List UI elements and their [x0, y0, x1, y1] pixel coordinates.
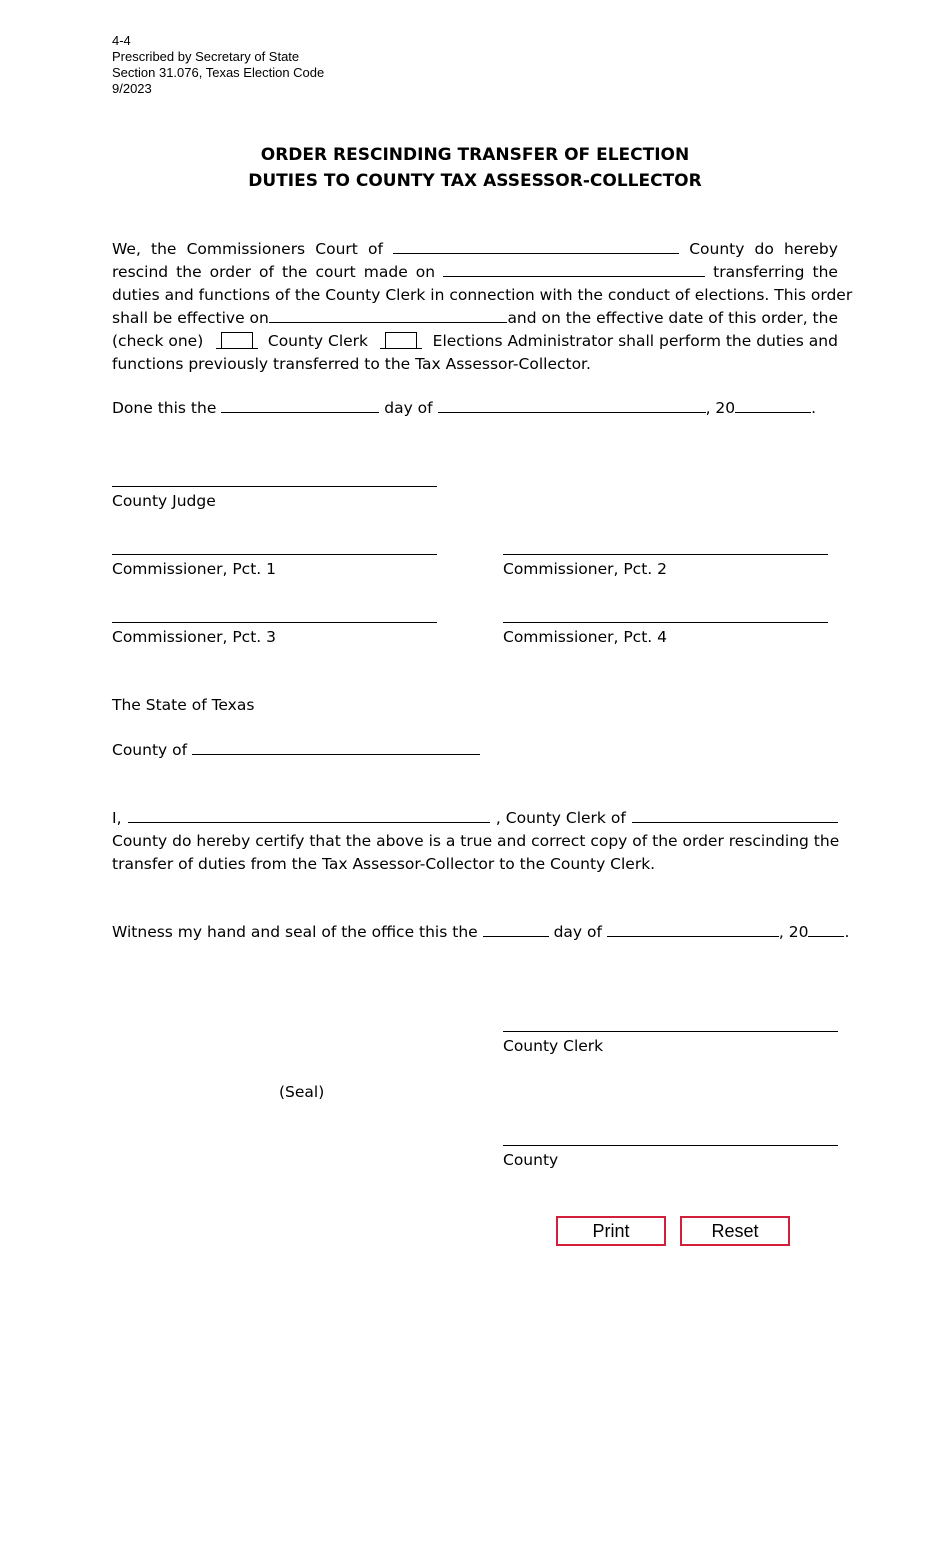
certification-paragraph [112, 807, 838, 876]
reset-button[interactable]: Reset [680, 1216, 790, 1246]
order-word: hereby [783, 240, 838, 258]
witness-line [112, 921, 849, 944]
witness-period: . [844, 923, 850, 941]
order-word: of [367, 240, 383, 258]
state-of-texas: The State of Texas [112, 696, 255, 714]
order-word: We, [112, 240, 141, 258]
order-line-4a: shall be effective on [112, 309, 269, 327]
county-name-field[interactable] [393, 238, 679, 254]
cert-line-2: County do hereby certify that the above is a true and correct copy of the order rescinding the [112, 832, 840, 850]
county-judge-signature-line[interactable] [112, 486, 437, 487]
commissioner-3-signature-line[interactable] [112, 622, 437, 623]
done-year-prefix: , 20 [705, 399, 736, 417]
order-word: transferring [713, 263, 805, 281]
commissioner-2-label: Commissioner, Pct. 2 [503, 560, 667, 578]
county-clerk-option-label: County Clerk [267, 332, 369, 350]
county-clerk-checkbox[interactable] [221, 332, 253, 349]
revision-date: 9/2023 [112, 81, 152, 96]
title-line-2: DUTIES TO COUNTY TAX ASSESSOR-COLLECTOR [248, 171, 702, 191]
order-word: Court [315, 240, 358, 258]
elections-administrator-checkbox[interactable] [385, 332, 417, 349]
county-clerk-signature-line[interactable] [503, 1031, 838, 1032]
cert-line-3: transfer of duties from the Tax Assessor-Collector to the County Clerk. [112, 855, 656, 873]
commissioner-1-signature-line[interactable] [112, 554, 437, 555]
order-word: County [689, 240, 745, 258]
seal-label: (Seal) [279, 1083, 325, 1101]
code-section: Section 31.076, Texas Election Code [112, 65, 325, 80]
witness-year-field[interactable] [808, 921, 844, 937]
commissioner-2-signature-line[interactable] [503, 554, 828, 555]
done-prefix: Done this the [112, 399, 217, 417]
county-clerk-label: County Clerk [503, 1037, 604, 1055]
county-of-line [112, 739, 480, 762]
county-signature-line[interactable] [503, 1145, 838, 1146]
done-year-field[interactable] [735, 397, 811, 413]
commissioner-4-signature-line[interactable] [503, 622, 828, 623]
order-paragraph [112, 238, 853, 376]
done-line [112, 397, 816, 420]
witness-year-prefix: , 20 [778, 923, 809, 941]
done-period: . [811, 399, 817, 417]
order-line-3: duties and functions of the County Clerk in connection with the conduct of elections. This order [112, 286, 853, 304]
witness-month-field[interactable] [607, 921, 779, 937]
prescribed-by: Prescribed by Secretary of State [112, 49, 300, 64]
clerk-name-field[interactable] [128, 807, 490, 823]
elections-administrator-option-label: Elections Administrator shall perform the duties and [432, 332, 838, 350]
order-word: of [259, 263, 274, 281]
order-word: made [363, 263, 408, 281]
order-word: the [151, 240, 177, 258]
document-title [112, 142, 838, 194]
form-header [112, 33, 324, 97]
print-button[interactable]: Print [556, 1216, 666, 1246]
order-date-field[interactable] [443, 261, 705, 277]
order-word: the [282, 263, 308, 281]
county-judge-label: County Judge [112, 492, 216, 510]
order-word: the [176, 263, 202, 281]
county-label: County [503, 1151, 559, 1169]
witness-prefix: Witness my hand and seal of the office this the [112, 923, 478, 941]
check-one-label: (check one) [112, 332, 204, 350]
order-word: rescind [112, 263, 169, 281]
cert-county-clerk-of: , County Clerk of [495, 809, 626, 827]
order-word: do [754, 240, 774, 258]
effective-date-field[interactable] [269, 307, 507, 323]
form-number: 4-4 [112, 33, 131, 48]
order-word: order [209, 263, 251, 281]
order-word: on [415, 263, 436, 281]
order-word: the [812, 263, 838, 281]
title-line-1: ORDER RESCINDING TRANSFER OF ELECTION [260, 145, 690, 165]
witness-day-field[interactable] [483, 921, 549, 937]
done-day-field[interactable] [221, 397, 379, 413]
county-of-label: County of [112, 741, 188, 759]
cert-county-field[interactable] [632, 807, 838, 823]
commissioner-1-label: Commissioner, Pct. 1 [112, 560, 276, 578]
witness-day-of: day of [553, 923, 602, 941]
done-day-of: day of [384, 399, 433, 417]
done-month-field[interactable] [438, 397, 706, 413]
order-word: Commissioners [186, 240, 306, 258]
order-line-6: functions previously transferred to the Tax Assessor-Collector. [112, 355, 591, 373]
order-line-4b: and on the effective date of this order, the [507, 309, 838, 327]
commissioner-4-label: Commissioner, Pct. 4 [503, 628, 667, 646]
order-word: court [315, 263, 356, 281]
commissioner-3-label: Commissioner, Pct. 3 [112, 628, 276, 646]
county-of-field[interactable] [192, 739, 480, 755]
cert-i: I, [112, 809, 122, 827]
